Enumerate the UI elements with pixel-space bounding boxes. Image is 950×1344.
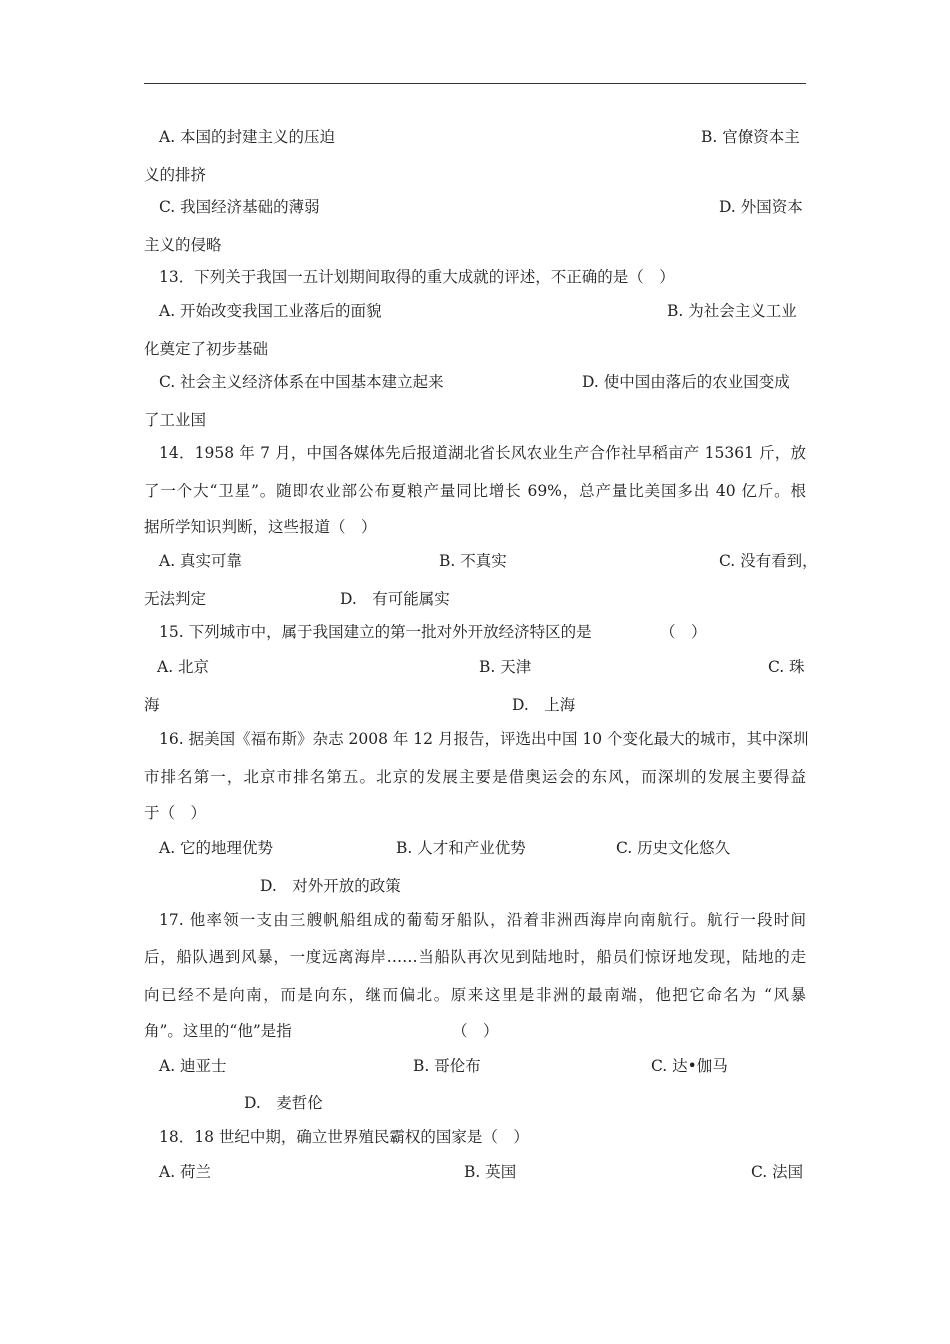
q16-option-d: D. 对外开放的政策 [260,877,401,895]
q16-stem-line-1: 16. 据美国《福布斯》杂志 2008 年 12 月报告，评选出中国 10 个变化最大的城市，其中深圳 [159,730,809,748]
q14-option-b: B. 不真实 [439,552,507,570]
q13-stem: 13．下列关于我国一五计划期间取得的重大成就的评述，不正确的是（ ） [159,268,675,286]
q18-option-a: A. 荷兰 [159,1163,212,1181]
q18-option-b: B. 英国 [464,1163,517,1181]
q14-option-c-cont: 无法判定 [144,590,207,608]
q15-stem: 15. 下列城市中，属于我国建立的第一批对外开放经济特区的是 [159,623,592,641]
q18-stem: 18．18 世纪中期，确立世界殖民霸权的国家是（ ） [159,1128,529,1146]
q13-option-d: D. 使中国由落后的农业国变成 [582,373,790,391]
q15-option-b: B. 天津 [479,658,532,676]
q12-option-b-cont: 义的排挤 [144,166,207,184]
q14-option-a: A. 真实可靠 [159,552,243,570]
q13-option-d-cont: 了工业国 [144,411,207,429]
q18-option-c: C. 法国 [751,1163,804,1181]
q17-option-b: B. 哥伦布 [413,1057,481,1075]
q15-option-d: D. 上海 [512,696,576,714]
q13-option-c: C. 社会主义经济体系在中国基本建立起来 [159,373,444,391]
q12-option-c: C. 我国经济基础的薄弱 [159,198,320,216]
q16-stem-line-3: 于（ ） [144,804,207,822]
q12-option-b: B. 官僚资本主 [701,128,800,146]
q14-option-c: C. 没有看到， [719,552,818,570]
q15-option-a: A. 北京 [157,658,210,676]
q17-stem-line-3: 向已经不是向南，而是向东，继而偏北。原来这里是非洲的最南端，他把它命名为 “风暴 [144,986,806,1004]
q13-option-a: A. 开始改变我国工业落后的面貌 [159,302,382,320]
q16-option-b: B. 人才和产业优势 [396,839,526,857]
q17-answer-paren: （ ） [452,1022,499,1040]
q14-stem-line-3: 据所学知识判断，这些报道（ ） [144,518,377,536]
q13-option-b-cont: 化奠定了初步基础 [144,340,269,358]
q17-option-a: A. 迪亚士 [159,1057,227,1075]
q16-option-a: A. 它的地理优势 [159,839,274,857]
q15-option-c-cont: 海 [144,696,160,714]
q12-option-d-cont: 主义的侵略 [144,236,222,254]
q12-option-d: D. 外国资本 [719,198,803,216]
q15-option-c: C. 珠 [768,658,805,676]
q17-stem-line-2: 后，船队遇到风暴，一度远离海岸……当船队再次见到陆地时，船员们惊讶地发现，陆地的走 [144,948,806,966]
q17-stem-line-4: 角”。这里的“他”是指 [144,1022,292,1040]
q16-stem-line-2: 市排名第一，北京市排名第五。北京的发展主要是借奥运会的东风，而深圳的发展主要得益 [144,768,806,786]
q15-answer-paren: （ ） [660,623,707,641]
q17-stem-line-1: 17. 他率领一支由三艘帆船组成的葡萄牙船队，沿着非洲西海岸向南航行。航行一段时间 [159,911,806,929]
header-rule [144,83,806,84]
q16-option-c: C. 历史文化悠久 [616,839,731,857]
q14-stem-line-1: 14．1958 年 7 月，中国各媒体先后报道湖北省长风农业生产合作社早稻亩产 15361 斤，放 [159,444,806,462]
q13-option-b: B. 为社会主义工业 [667,302,797,320]
q14-stem-line-2: 了一个大“卫星”。随即农业部公布夏粮产量同比增长 69%，总产量比美国多出 40 亿斤。根 [144,482,806,500]
q17-option-c: C. 达•伽马 [651,1057,728,1075]
q12-option-a: A. 本国的封建主义的压迫 [159,128,336,146]
q17-option-d: D. 麦哲伦 [244,1094,323,1112]
q14-option-d: D. 有可能属实 [340,590,450,608]
